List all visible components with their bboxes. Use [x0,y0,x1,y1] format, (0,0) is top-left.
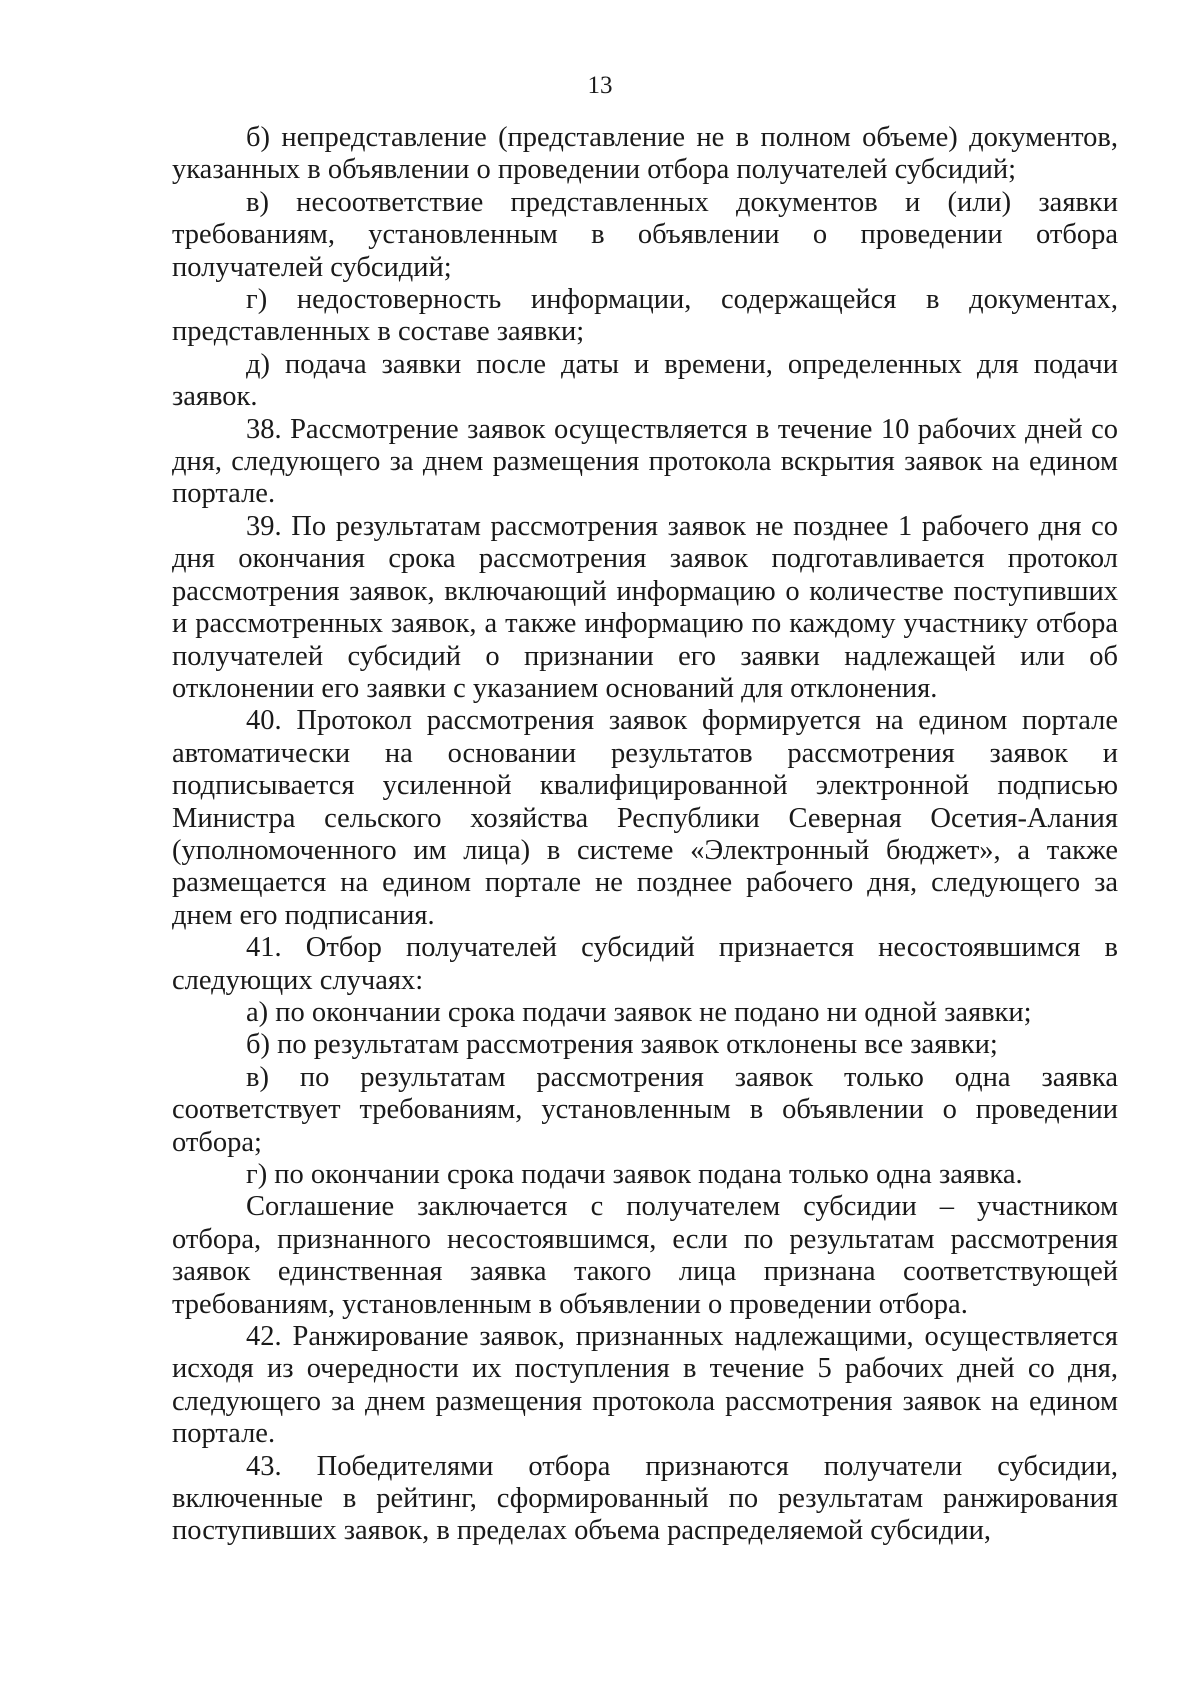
paragraph-41-item-g: г) по окончании срока подачи заявок подана только одна заявка. [246,1159,1023,1190]
paragraph-item-d-late-submission: д) подача заявки после даты и времени, определенных для подачи заявок. [172,348,1118,413]
paragraph-38: 38. Рассмотрение заявок осуществляется в течение 10 рабочих дней со дня, следующего за днем размещения протокола вскрытия заявок на едином портале. [172,413,1118,510]
paragraph-agreement: Соглашение заключается с получателем субсидии – участником отбора, признанного несостоявшимся, если по результатам рассмотрения заявок единственная заявка такого лица признана соответствующей требованиям, установленным в объявлении о проведении отбора. [172,1191,1118,1320]
paragraph-item-v-non-compliance: в) несоответствие представленных документов и (или) заявки требованиям, установленным в объявлении о проведении отбора получателей субсидий; [172,186,1118,283]
paragraph-39: 39. По результатам рассмотрения заявок не позднее 1 рабочего дня со дня окончания срока рассмотрения заявок подготавливается протокол рассмотрения заявок, включающий информацию о количестве поступивших и рассмотренных заявок, а также информацию по каждому участнику отбора получателей субсидий о признании его заявки надлежащей или об отклонении его заявки с указанием оснований для отклонения. [172,510,1118,704]
paragraph-40: 40. Протокол рассмотрения заявок формируется на едином портале автоматически на основании результатов рассмотрения заявок и подписывается усиленной квалифицированной электронной подписью Министра сельского хозяйства Республики Северная Осетия-Алания (уполномоченного им лица) в системе «Электронный бюджет», а также размещается на едином портале не позднее рабочего дня, следующего за днем его подписания. [172,705,1118,931]
paragraph-41-item-v: в) по результатам рассмотрения заявок только одна заявка соответствует требованиям, установленным в объявлении о проведении отбора; [172,1061,1118,1158]
paragraph-41-item-b: б) по результатам рассмотрения заявок отклонены все заявки; [246,1029,998,1061]
document-body [172,122,1118,1548]
paragraph-43: 43. Победителями отбора признаются получатели субсидии, включенные в рейтинг, сформированный по результатам ранжирования поступивших заявок, в пределах объема распределяемой субсидии, [172,1450,1118,1547]
page-number: 13 [587,72,613,99]
paragraph-42: 42. Ранжирование заявок, признанных надлежащими, осуществляется исходя из очередности их поступления в течение 5 рабочих дней со дня, следующего за днем размещения протокола рассмотрения заявок на едином портале. [172,1321,1118,1450]
paragraph-41-item-a: а) по окончании срока подачи заявок не подано ни одной заявки; [246,996,1032,1028]
paragraph-item-b-non-submission: б) непредставление (представление не в полном объеме) документов, указанных в объявлении о проведении отбора получателей субсидий; [172,122,1118,186]
paragraph-item-g-unreliable-info: г) недостоверность информации, содержащейся в документах, представленных в составе заявки; [172,284,1118,348]
paragraph-41: 41. Отбор получателей субсидий признается несостоявшимся в следующих случаях: [172,932,1118,996]
